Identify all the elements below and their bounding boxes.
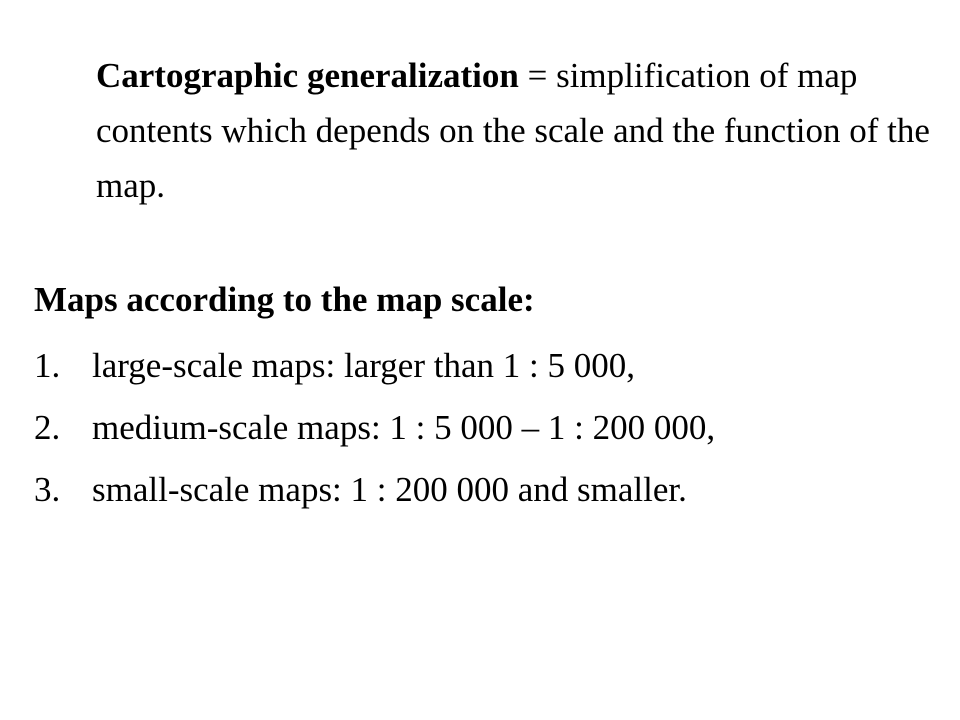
- section-heading: Maps according to the map scale:: [34, 280, 535, 319]
- list-item-text: small-scale maps: 1 : 200 000 and smaller.: [92, 470, 687, 509]
- map-scale-list: [34, 335, 715, 521]
- list-item-text: medium-scale maps: 1 : 5 000 – 1 : 200 000,: [92, 408, 716, 447]
- list-item-number: 2.: [34, 408, 61, 447]
- definition-text: = simplification of map contents which depends on the scale and the function of the map.: [96, 56, 930, 205]
- list-item: [34, 459, 715, 521]
- definition-term: Cartographic generalization: [96, 56, 519, 95]
- list-item-number: 1.: [34, 346, 61, 385]
- list-item: [34, 397, 715, 459]
- list-item: [34, 335, 715, 397]
- list-item-text: large-scale maps: larger than 1 : 5 000,: [92, 346, 635, 385]
- list-item-number: 3.: [34, 470, 61, 509]
- definition-paragraph: [96, 48, 936, 213]
